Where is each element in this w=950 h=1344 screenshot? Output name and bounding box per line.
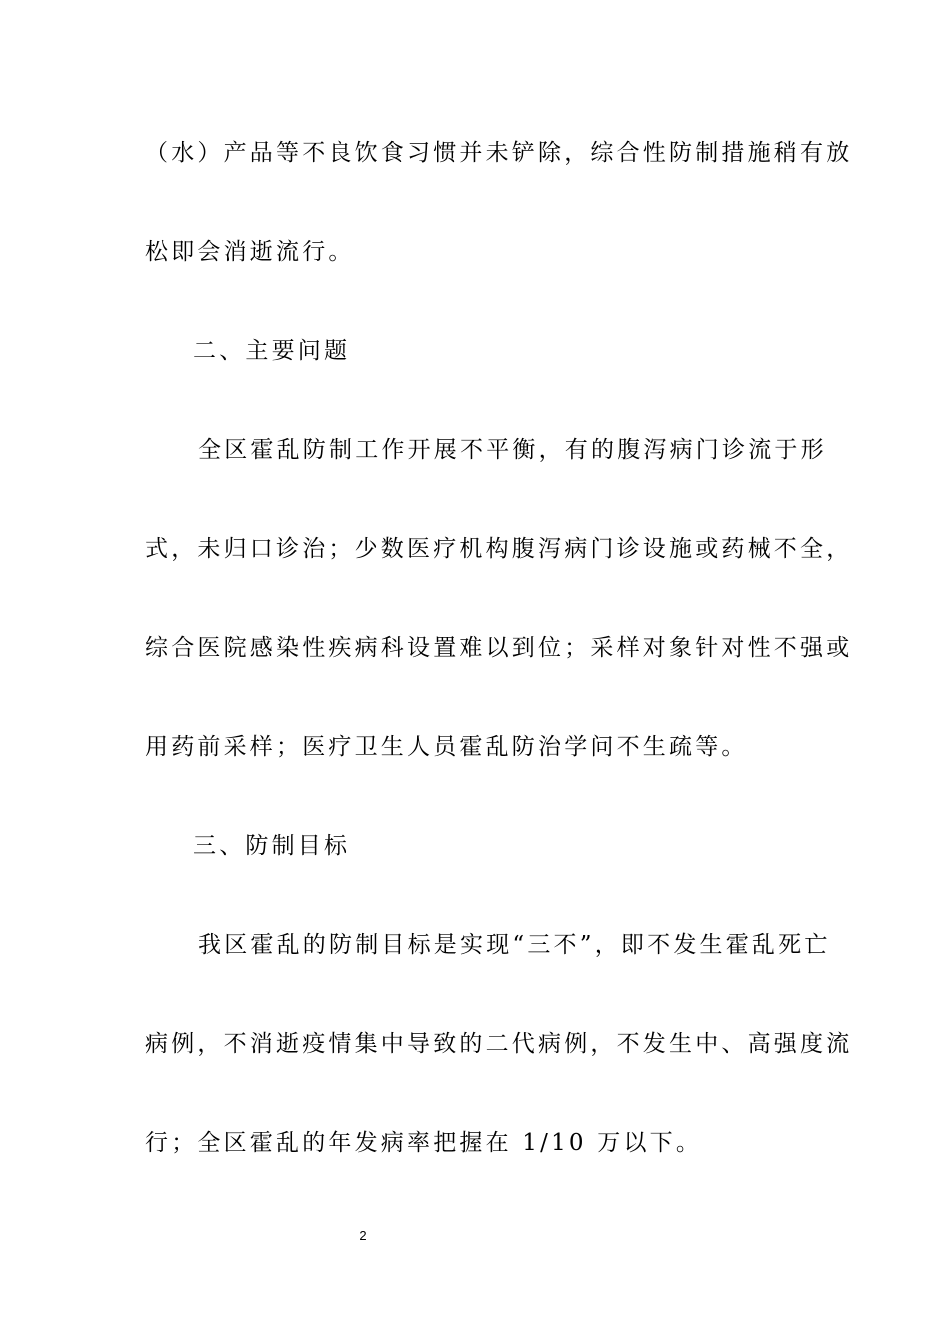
page-number: 2: [359, 1228, 367, 1243]
section-heading: 三、防制目标: [193, 833, 351, 859]
body-text-line: 式，未归口诊治；少数医疗机构腹泻病门诊设施或药械不全，: [145, 536, 853, 562]
body-text-line: 综合医院感染性疾病科设置难以到位；采样对象针对性不强或: [145, 635, 853, 661]
body-text-line: 病例，不消逝疫情集中导致的二代病例，不发生中、高强度流: [145, 1031, 853, 1057]
section-heading: 二、主要问题: [193, 338, 351, 364]
body-text-line: （水）产品等不良饮食习惯并未铲除，综合性防制措施稍有放: [145, 140, 853, 166]
body-text-line: 全区霍乱防制工作开展不平衡，有的腹泻病门诊流于形: [198, 437, 827, 463]
body-text-line: 用药前采样；医疗卫生人员霍乱防治学问不生疏等。: [145, 734, 748, 760]
body-text-line: 我区霍乱的防制目标是实现“三不”，即不发生霍乱死亡: [198, 932, 831, 958]
body-text-line: 松即会消逝流行。: [145, 239, 355, 265]
body-text-line: 行；全区霍乱的年发病率把握在 1/10 万以下。: [145, 1130, 703, 1156]
